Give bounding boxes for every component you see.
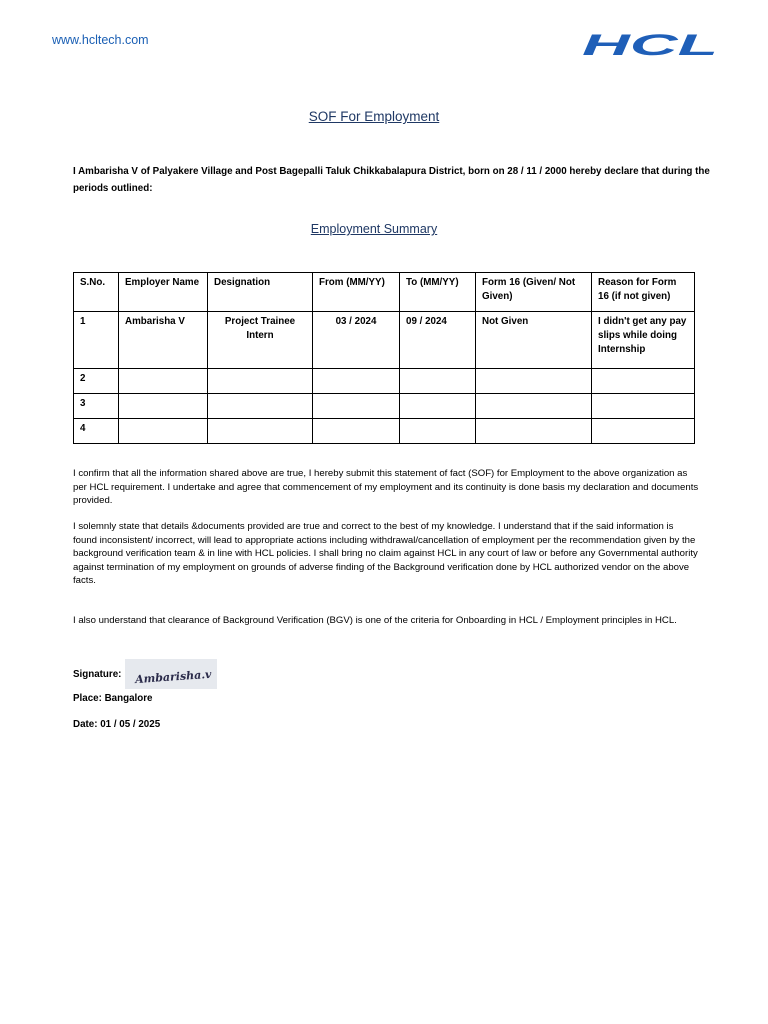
cell-designation: Project Trainee Intern [208, 312, 313, 369]
cell-to [400, 369, 476, 394]
employment-summary-table [73, 272, 695, 444]
logo-text: HCL [582, 30, 718, 60]
summary-title: Employment Summary [310, 222, 438, 236]
cell-from [313, 394, 400, 419]
cell-designation [208, 394, 313, 419]
signature-label: Signature: [73, 668, 122, 680]
signature-handwriting: Ambarisha.v [135, 667, 213, 687]
cell-designation [208, 419, 313, 444]
cell-form16 [476, 394, 592, 419]
cell-reason [592, 369, 695, 394]
place-text: Place: Bangalore [73, 693, 153, 704]
cell-sno: 4 [74, 419, 119, 444]
header-from: From (MM/YY) [313, 273, 400, 312]
solemn-statement-paragraph: I solemnly state that details &documents provided are true and correct to the best of my knowledge. I understand that if the said information is found inconsistent/ incorrect, will lead to appropriate actions including withdrawal/cancellation of employment per the recommendation given by the background verification team & in line with HCL policies. I shall bring no claim against HCL in any court of law or before any Governmental authority against termination of my employment on grounds of adverse finding of the Background verification done by HCL authorized vendor on the above facts. [73, 521, 698, 586]
cell-employer-name [119, 419, 208, 444]
signature-image [125, 659, 217, 689]
header-form16: Form 16 (Given/ Not Given) [476, 273, 592, 312]
table-row [74, 312, 695, 369]
table-row [74, 369, 695, 394]
table-row [74, 394, 695, 419]
cell-form16: Not Given [476, 312, 592, 369]
cell-sno: 2 [74, 369, 119, 394]
cell-sno: 1 [74, 312, 119, 369]
hcl-logo [580, 30, 720, 60]
cell-to: 09 / 2024 [400, 312, 476, 369]
cell-form16 [476, 419, 592, 444]
cell-from [313, 369, 400, 394]
header-designation: Designation [208, 273, 313, 312]
date-text: Date: 01 / 05 / 2025 [73, 719, 161, 730]
table-row [74, 419, 695, 444]
website-url: www.hcltech.com [52, 33, 149, 47]
cell-to [400, 419, 476, 444]
page-title: SOF For Employment [308, 109, 440, 124]
confirmation-paragraph: I confirm that all the information shared above are true, I hereby submit this statement of fact (SOF) for Employment to the above organization as per HCL requirement. I undertake and agree that commencement of my employment and its continuity is done basis my declaration and documents provided. [73, 468, 699, 506]
header-reason: Reason for Form 16 (if not given) [592, 273, 695, 312]
cell-to [400, 394, 476, 419]
signature-row [73, 658, 217, 690]
cell-employer-name [119, 394, 208, 419]
table-header-row [74, 273, 695, 312]
cell-reason [592, 394, 695, 419]
header-employer-name: Employer Name [119, 273, 208, 312]
cell-reason: I didn't get any pay slips while doing Internship [592, 312, 695, 369]
cell-sno: 3 [74, 394, 119, 419]
cell-designation [208, 369, 313, 394]
header-sno: S.No. [74, 273, 119, 312]
cell-employer-name [119, 369, 208, 394]
cell-from: 03 / 2024 [313, 312, 400, 369]
cell-form16 [476, 369, 592, 394]
cell-from [313, 419, 400, 444]
bgv-paragraph: I also understand that clearance of Background Verification (BGV) is one of the criteria for Onboarding in HCL / Employment principles in HCL. [73, 615, 677, 626]
cell-employer-name: Ambarisha V [119, 312, 208, 369]
cell-reason [592, 419, 695, 444]
header-to: To (MM/YY) [400, 273, 476, 312]
declaration-text: I Ambarisha V of Palyakere Village and Post Bagepalli Taluk Chikkabalapura District, born on 28 / 11 / 2000 hereby declare that during the periods outlined: [73, 166, 710, 194]
